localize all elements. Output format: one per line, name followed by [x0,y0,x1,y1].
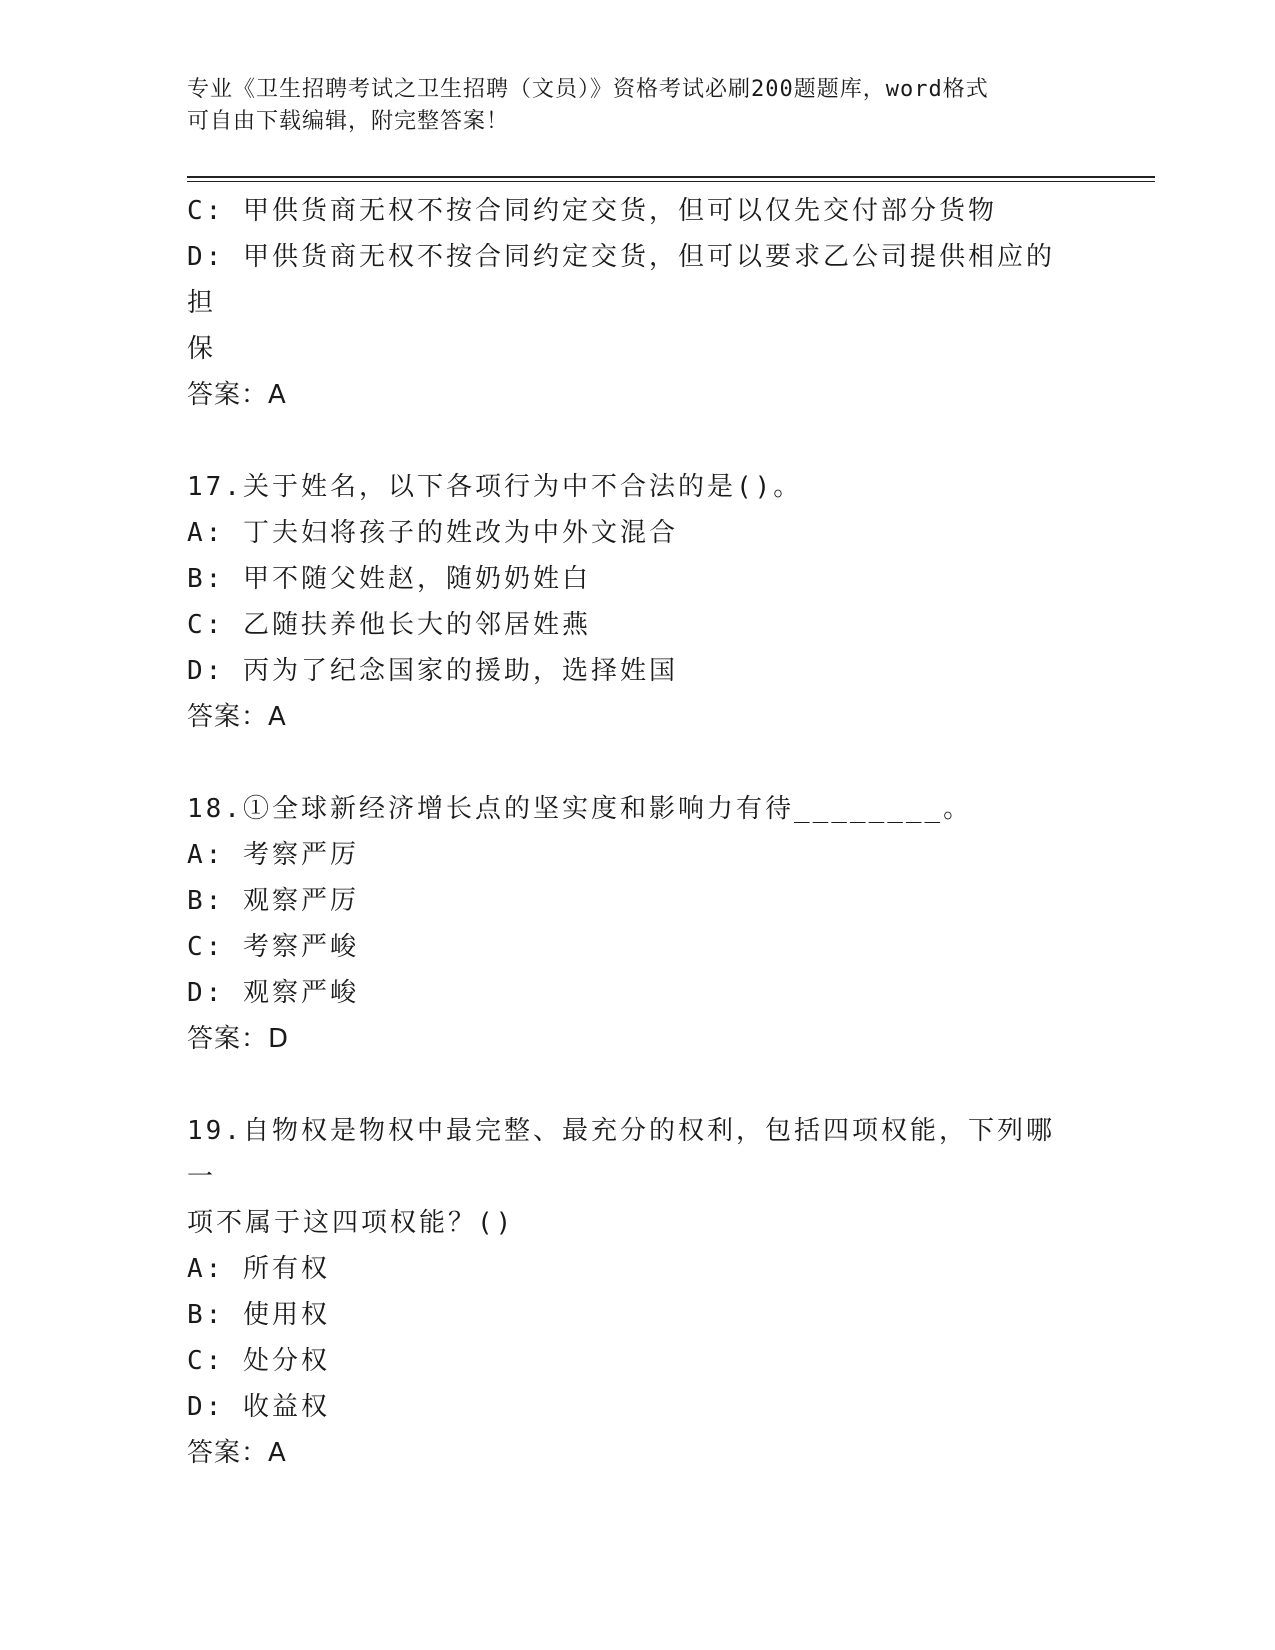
option-d: D: 甲供货商无权不按合同约定交货，但可以要求乙公司提供相应的担 [187,242,1055,318]
option-c: C: 考察严峻 [187,932,359,962]
option-b: B: 甲不随父姓赵，随奶奶姓白 [187,564,591,594]
spacer [187,740,1077,786]
question-stem: 17.关于姓名，以下各项行为中不合法的是()。 [187,472,803,502]
header-divider-thin [187,181,1155,182]
option-c: C: 处分权 [187,1346,330,1376]
question-19 [187,1108,1077,1476]
spacer [187,418,1077,464]
document-header [187,74,1087,138]
answer: 答案：A [187,1438,287,1468]
question-prev [187,188,1077,418]
option-b: B: 使用权 [187,1300,330,1330]
header-line-2: 可自由下载编辑，附完整答案！ [187,109,510,134]
header-line-1: 专业《卫生招聘考试之卫生招聘（文员）》资格考试必刷200题题库，word格式 [187,77,989,102]
question-stem: 18.①全球新经济增长点的坚实度和影响力有待________。 [187,794,973,824]
option-a: A: 所有权 [187,1254,330,1284]
header-divider-thick [187,176,1155,178]
option-b: B: 观察严厉 [187,886,359,916]
option-a: A: 丁夫妇将孩子的姓改为中外文混合 [187,518,678,548]
answer: 答案：A [187,380,287,410]
question-17 [187,464,1077,740]
question-stem: 19.自物权是物权中最完整、最充分的权利，包括四项权能，下列哪一 [187,1116,1055,1192]
answer: 答案：D [187,1024,290,1054]
option-d: D: 观察严峻 [187,978,359,1008]
option-d: D: 丙为了纪念国家的援助，选择姓国 [187,656,678,686]
option-a: A: 考察严厉 [187,840,359,870]
answer: 答案：A [187,702,287,732]
option-d-continued: 保 [187,334,217,364]
question-stem-continued: 项不属于这四项权能？() [187,1208,515,1238]
question-18 [187,786,1077,1062]
option-c: C: 乙随扶养他长大的邻居姓燕 [187,610,591,640]
option-c: C: 甲供货商无权不按合同约定交货，但可以仅先交付部分货物 [187,196,997,226]
option-d: D: 收益权 [187,1392,330,1422]
spacer [187,1062,1077,1108]
question-list [187,188,1077,1476]
